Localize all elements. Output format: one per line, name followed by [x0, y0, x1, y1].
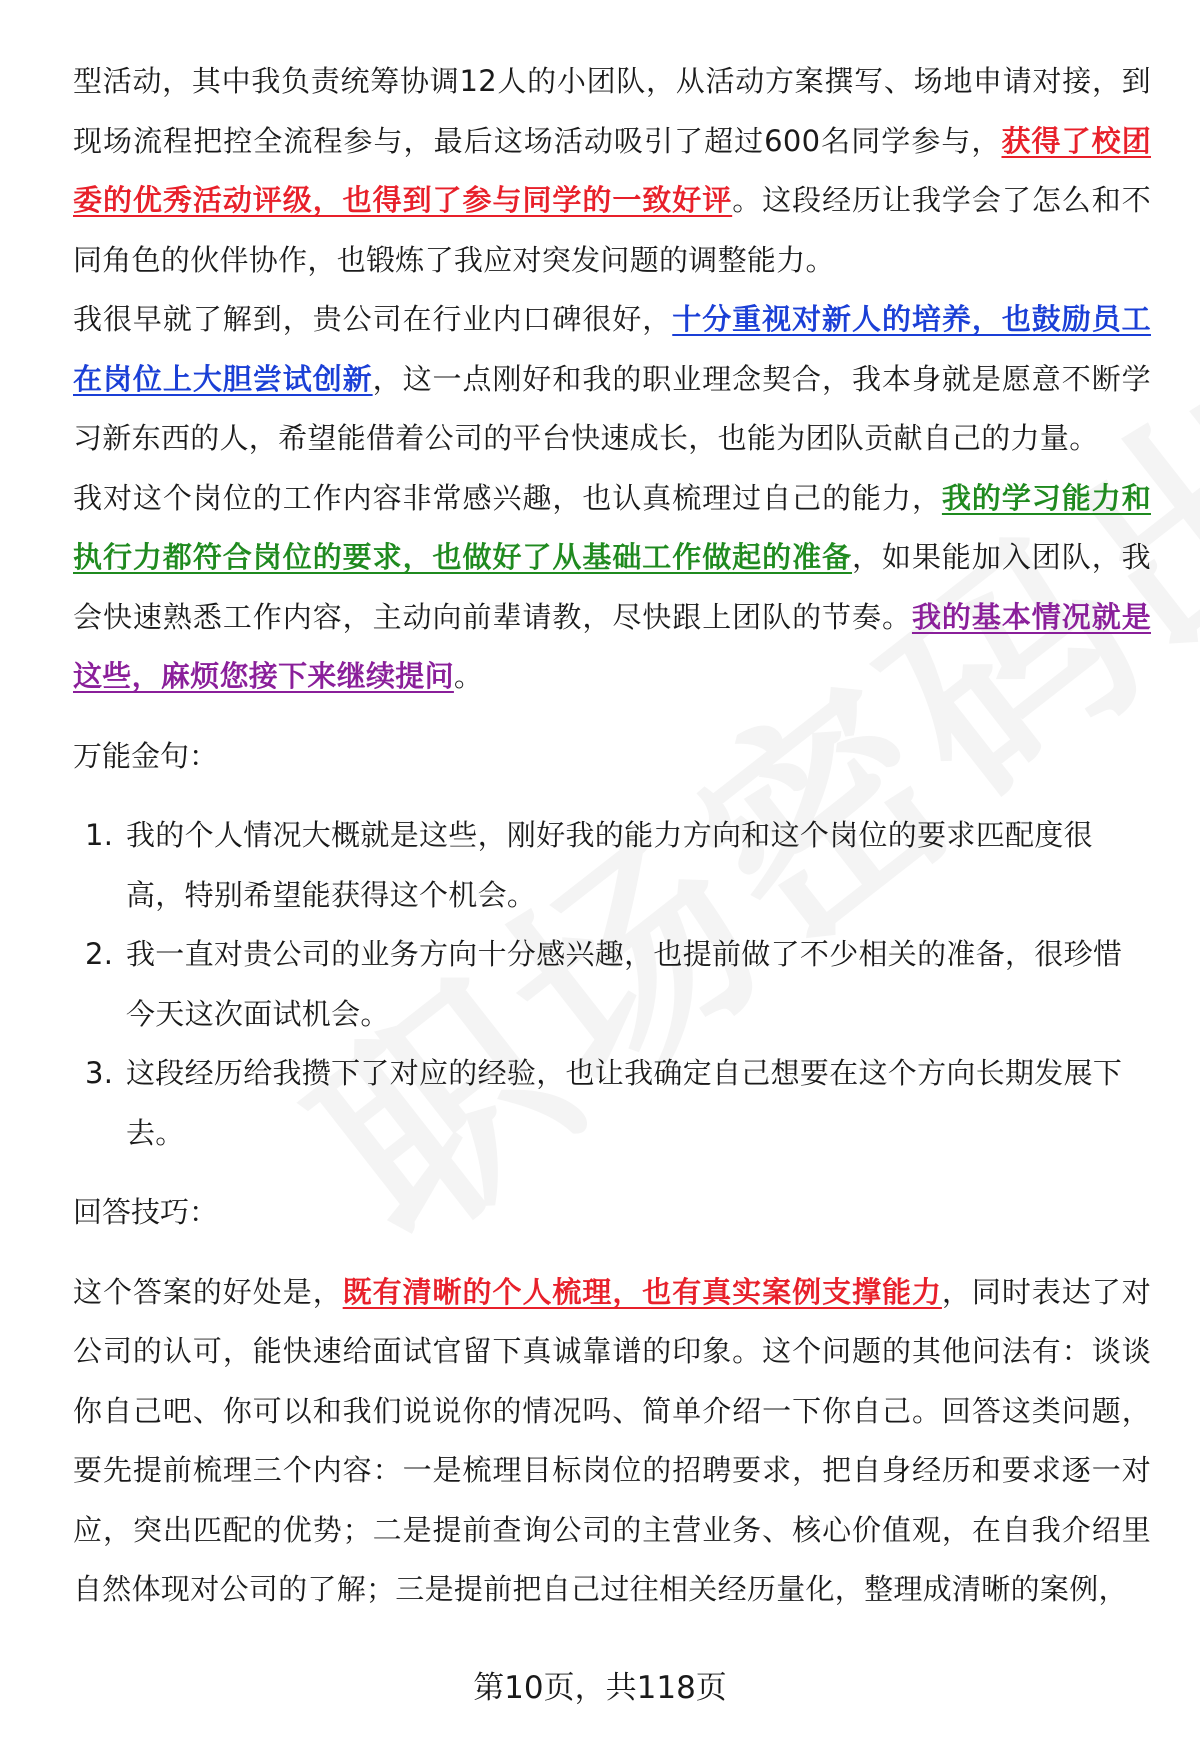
golden-phrases-list — [73, 806, 1151, 1163]
highlighted-text: 获得了校团委的优秀活动评级，也得到了参与同学的一致好评 — [73, 123, 1151, 217]
highlighted-text: 我的学习能力和执行力都符合岗位的要求，也做好了从基础工作做起的准备 — [73, 480, 1151, 574]
list-item — [73, 806, 1151, 925]
list-number: 2. — [85, 937, 114, 971]
paragraph-company-fit — [73, 290, 1151, 469]
body-text: 。这段经历让我学会了怎么和不同角色的伙伴协作，也锻炼了我应对突发问题的调整能力。 — [73, 183, 1152, 277]
phrases-heading: 万能金句： — [73, 738, 219, 773]
body-text: ，如果能加入团队，我会快速熟悉工作内容，主动向前辈请教，尽快跟上团队的节奏。 — [73, 540, 1151, 634]
body-text: 型活动，其中我负责统筹协调12人的小团队，从活动方案撰写、场地申请对接，到现场流程把控全流程参与，最后这场活动吸引了超过600名同学参与， — [73, 64, 1151, 158]
highlighted-text: 我的基本情况就是这些，麻烦您接下来继续提问 — [73, 599, 1151, 693]
body-text: ，同时表达了对公司的认可，能快速给面试官留下真诚靠谱的印象。这个问题的其他问法有：谈谈你自己吧、你可以和我们说说你的情况吗、简单介绍一下你自己。回答这类问题，要先提前梳理三个内容：一是梳理目标岗位的招聘要求，把自身经历和要求逐一对应，突出匹配的优势；二是提前查询公司的主营业务、核心价值观，在自我介绍里自然体现对公司的了解；三是提前把自己过往相关经历量化，整理成清晰的案例， — [73, 1274, 1151, 1606]
paragraph-answer-tips — [73, 1263, 1151, 1620]
body-text: 。 — [453, 659, 484, 693]
list-item-text: 我一直对贵公司的业务方向十分感兴趣，也提前做了不少相关的准备，很珍惜今天这次面试机会。 — [126, 937, 1123, 1031]
highlighted-text: 十分重视对新人的培养，也鼓励员工在岗位上大胆尝试创新 — [73, 302, 1151, 396]
tips-heading: 回答技巧： — [73, 1195, 219, 1229]
list-item — [73, 925, 1151, 1044]
list-number: 1. — [85, 818, 114, 852]
body-text: ，这一点刚好和我的职业理念契合，我本身就是愿意不断学习新东西的人，希望能借着公司的平台快速成长，也能为团队贡献自己的力量。 — [73, 361, 1151, 455]
page-number: 第10页，共118页 — [473, 1670, 727, 1706]
paragraph-role-fit — [73, 469, 1151, 707]
paragraph-activity-experience — [73, 52, 1151, 290]
highlighted-text: 既有清晰的个人梳理，也有真实案例支撑能力 — [342, 1274, 942, 1309]
body-text: 这个答案的好处是， — [73, 1274, 343, 1309]
body-text: 我很早就了解到，贵公司在行业内口碑很好， — [73, 302, 673, 336]
body-text: 我对这个岗位的工作内容非常感兴趣，也认真梳理过自己的能力， — [73, 480, 942, 515]
list-number: 3. — [85, 1056, 114, 1090]
list-item-text: 这段经历给我攒下了对应的经验，也让我确定自己想要在这个方向长期发展下去。 — [126, 1056, 1123, 1150]
list-item — [73, 1044, 1151, 1163]
list-item-text: 我的个人情况大概就是这些，刚好我的能力方向和这个岗位的要求匹配度很高，特别希望能获得这个机会。 — [126, 818, 1093, 912]
document-page — [73, 52, 1151, 1620]
